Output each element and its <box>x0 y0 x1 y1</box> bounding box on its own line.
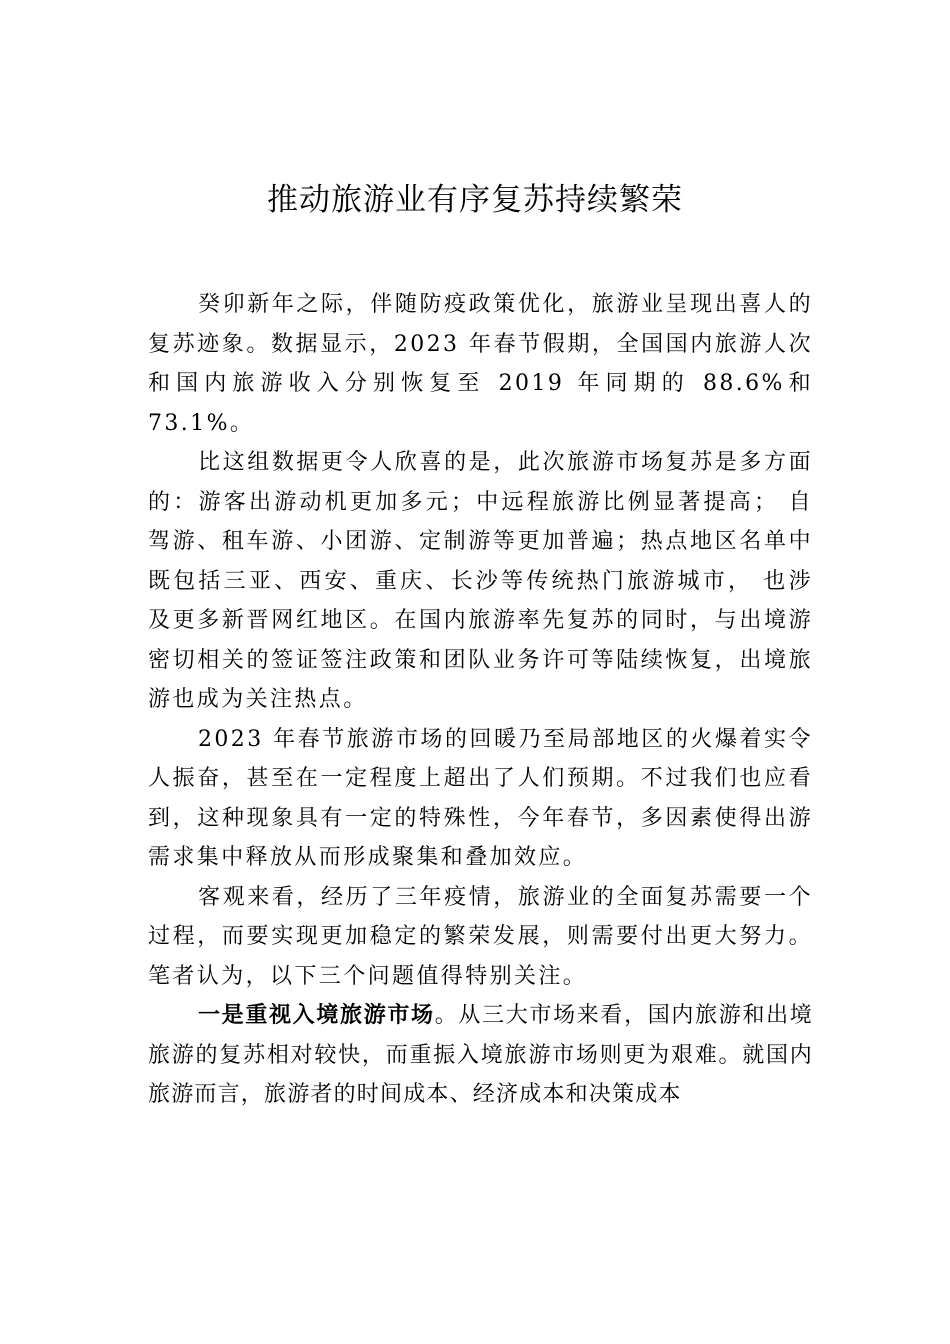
paragraph-text: 客观来看，经历了三年疫情，旅游业的全面复苏需要一个过程，而要实现更加稳定的繁荣发展，则需要付出更大努力。笔者认为，以下三个问题值得特别关注。 <box>148 884 813 989</box>
document-title: 推动旅游业有序复苏持续繁荣 <box>267 182 683 218</box>
paragraph <box>148 720 813 878</box>
paragraph <box>148 443 813 720</box>
paragraph-text: 2023 年春节旅游市场的回暖乃至局部地区的火爆着实令人振奋，甚至在一定程度上超出了人们预期。不过我们也应看到，这种现象具有一定的特殊性，今年春节，多因素使得出游需求集中释放从而形成聚集和叠加效应。 <box>148 726 813 870</box>
document-body <box>148 285 813 1115</box>
paragraph-text: 。从三大市场来看，国内旅游和出境旅游的复苏相对较快，而重振入境旅游市场则更为艰难。就国内旅游而言，旅游者的时间成本、经济成本和决策成本 <box>148 1003 813 1107</box>
paragraph-text: 癸卯新年之际，伴随防疫政策优化，旅游业呈现出喜人的复苏迹象。数据显示，2023 年春节假期，全国国内旅游人次和国内旅游收入分别恢复至 2019 年同期的 88.6%和 73.1%。 <box>148 292 813 436</box>
paragraph <box>148 878 813 997</box>
paragraph-bold-lead: 一是重视入境旅游市场 <box>198 1003 435 1028</box>
paragraph-text: 比这组数据更令人欣喜的是，此次旅游市场复苏是多方面的：游客出游动机更加多元；中远程旅游比例显著提高； 自驾游、租车游、小团游、定制游等更加普遍；热点地区名单中既包括三亚、西安、重庆、长沙等传统热门旅游城市， 也涉及更多新晋网红地区。在国内旅游率先复苏的同时，与出境游密切相关的签证签注政策和团队业务许可等陆续恢复，出境旅游也成为关注热点。 <box>148 450 813 712</box>
paragraph <box>148 996 813 1115</box>
paragraph <box>148 285 813 443</box>
